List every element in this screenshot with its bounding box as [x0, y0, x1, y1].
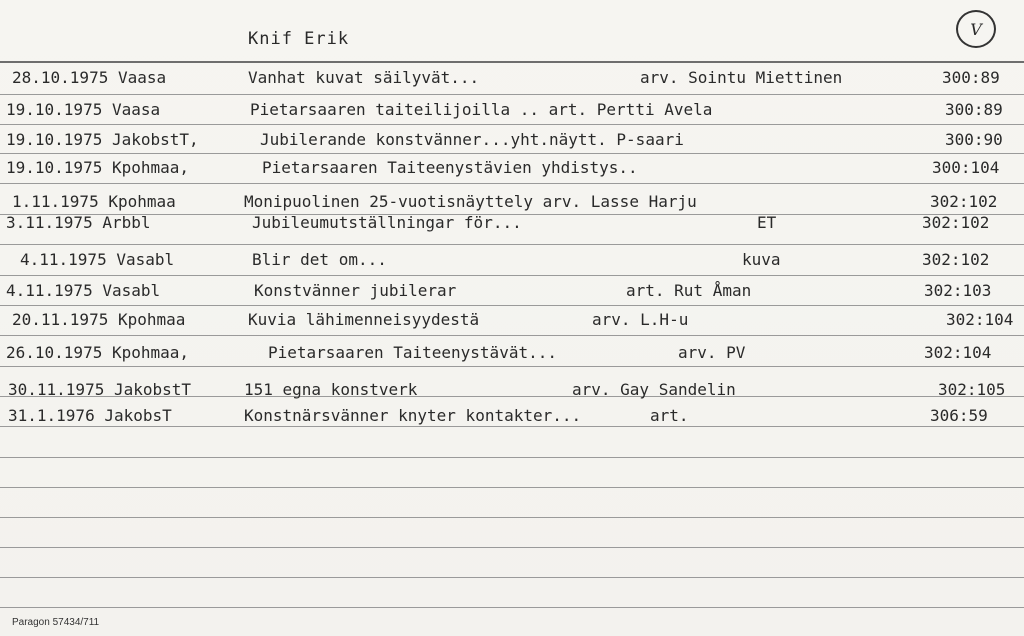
- entry-ref: 302:103: [924, 281, 992, 300]
- entry-ref: 300:89: [945, 100, 1003, 119]
- entry-date-place: 26.10.1975 Kpohmaa,: [6, 343, 190, 362]
- rule-line: [0, 183, 1024, 184]
- entry-ref: 300:90: [945, 130, 1003, 149]
- rule-line: [0, 124, 1024, 125]
- entry-date-place: 20.11.1975 Kpohmaa: [12, 310, 186, 329]
- entry-ref: 300:104: [932, 158, 1000, 177]
- entry-row: [0, 343, 1024, 367]
- entry-date-place: 4.11.1975 Vasabl: [20, 250, 175, 269]
- entry-title: Pietarsaaren Taiteenystävät...: [268, 343, 557, 362]
- entry-author: ET: [757, 213, 777, 232]
- entry-author: kuva: [742, 250, 781, 269]
- entry-author: art. Rut Åman: [626, 281, 752, 300]
- entry-author: art.: [650, 406, 689, 425]
- entry-row: [0, 406, 1024, 430]
- entry-date-place: 19.10.1975 Vaasa: [6, 100, 161, 119]
- entry-author: arv. Gay Sandelin: [572, 380, 736, 399]
- entry-title: Blir det om...: [252, 250, 387, 269]
- entry-ref: 302:104: [946, 310, 1014, 329]
- entry-date-place: 19.10.1975 Kpohmaa,: [6, 158, 190, 177]
- entry-ref: 306:59: [930, 406, 988, 425]
- rule-line: [0, 305, 1024, 306]
- entry-title: Vanhat kuvat säilyvät...: [248, 68, 480, 87]
- header-rule: [0, 61, 1024, 63]
- entry-row: [0, 310, 1024, 334]
- entry-row: [0, 130, 1024, 154]
- entry-date-place: 30.11.1975 JakobstT: [8, 380, 192, 399]
- entry-row: [0, 250, 1024, 274]
- rule-line: [0, 577, 1024, 578]
- rule-line: [0, 547, 1024, 548]
- entry-title: Monipuolinen 25-vuotisnäyttely arv. Lasse Harju: [244, 192, 697, 211]
- entry-row: [0, 213, 1024, 237]
- entry-ref: 302:104: [924, 343, 992, 362]
- check-stamp: [956, 10, 996, 48]
- rule-line: [0, 457, 1024, 458]
- entry-title: Pietarsaaren taiteilijoilla .. art. Pertti Avela: [250, 100, 713, 119]
- entry-ref: 302:102: [930, 192, 998, 211]
- entry-title: Kuvia lähimenneisyydestä: [248, 310, 480, 329]
- entry-date-place: 31.1.1976 JakobsT: [8, 406, 172, 425]
- card-footer: Paragon 57434/711: [12, 617, 100, 628]
- entry-date-place: 28.10.1975 Vaasa: [12, 68, 167, 87]
- rule-line: [0, 607, 1024, 608]
- entry-title: Pietarsaaren Taiteenystävien yhdistys..: [262, 158, 638, 177]
- stamp-letter: V: [970, 19, 982, 39]
- entry-date-place: 4.11.1975 Vasabl: [6, 281, 161, 300]
- entry-title: Jubileumutställningar för...: [252, 213, 522, 232]
- entry-ref: 300:89: [942, 68, 1000, 87]
- entry-ref: 302:102: [922, 250, 990, 269]
- entry-ref: 302:105: [938, 380, 1006, 399]
- entry-row: [0, 68, 1024, 92]
- entry-row: [0, 100, 1024, 124]
- entry-date-place: 3.11.1975 Arbbl: [6, 213, 151, 232]
- entry-title: Jubilerande konstvänner...yht.näytt. P-saari: [260, 130, 684, 149]
- entry-author: arv. PV: [678, 343, 746, 362]
- entry-ref: 302:102: [922, 213, 990, 232]
- entry-date-place: 19.10.1975 JakobstT,: [6, 130, 199, 149]
- entry-row: [0, 380, 1024, 404]
- entry-row: [0, 281, 1024, 305]
- entry-author: arv. Sointu Miettinen: [640, 68, 843, 87]
- rule-line: [0, 517, 1024, 518]
- entry-date-place: 1.11.1975 Kpohmaa: [12, 192, 176, 211]
- entry-row: [0, 158, 1024, 182]
- rule-line: [0, 275, 1024, 276]
- rule-line: [0, 487, 1024, 488]
- rule-line: [0, 335, 1024, 336]
- entry-title: Konstnärsvänner knyter kontakter...: [244, 406, 582, 425]
- entry-title: 151 egna konstverk: [244, 380, 418, 399]
- rule-line: [0, 94, 1024, 95]
- card-name: Knif Erik: [248, 29, 350, 49]
- entry-title: Konstvänner jubilerar: [254, 281, 457, 300]
- rule-line: [0, 244, 1024, 245]
- entry-author: arv. L.H-u: [592, 310, 689, 329]
